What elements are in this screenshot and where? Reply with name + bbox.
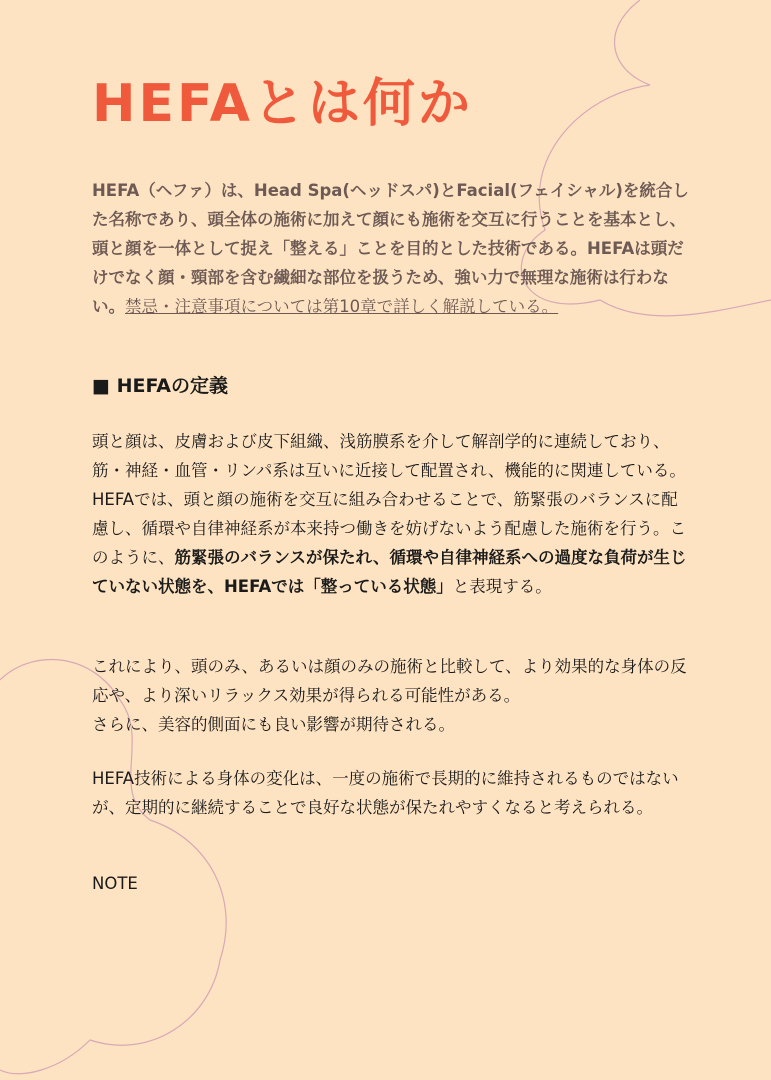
chapter10-link[interactable]: 禁忌・注意事項については第10章で詳しく解説している。 [125, 297, 559, 316]
square-bullet-icon: ■ [92, 375, 110, 397]
definition-text-a: 頭と顔は、皮膚および皮下組織、浅筋膜系を介して解剖学的に連続しており、筋・神経・血管・リンパ系は互いに近接して配置され、機能的に関連している。HEFAでは、頭と顔の施術を交互に組み合わせることで、筋緊張のバランスに配慮し、循環や自律神経系が本来持つ働きを妨げないよう配慮した施術を行う。このように、 [92, 432, 686, 567]
intro-text: HEFA（ヘファ）は、Head Spa(ヘッドスパ)とFacial(フェイシャル)を統合した名称であり、頭全体の施術に加えて顔にも施術を交互に行うことを基本とし、頭と顔を一体として捉え「整える」ことを目的とした技術である。HEFAは頭だけでなく顔・頸部を含む繊細な部位を扱うため、強い力で無理な施術は行わない。 [92, 181, 689, 316]
note-label: NOTE [92, 874, 138, 893]
effect-text-line2: さらに、美容的側面にも良い影響が期待される。 [92, 715, 455, 734]
section-heading-text: HEFAの定義 [116, 375, 228, 397]
intro-paragraph [92, 176, 692, 321]
definition-bold-text: 筋緊張のバランスが保たれ、循環や自律神経系への過度な負荷が生じていない状態を、HEFAでは「整っている状態」 [92, 548, 687, 596]
maintenance-paragraph: HEFA技術による身体の変化は、一度の施術で長期的に維持されるものではないが、定期的に継続することで良好な状態が保たれやすくなると考えられる。 [92, 769, 679, 817]
page-title: HEFAとは何か [92, 74, 473, 134]
section-heading [92, 372, 228, 400]
effect-paragraph [92, 652, 692, 739]
definition-text-b: と表現する。 [452, 577, 552, 596]
definition-paragraph [92, 427, 692, 601]
effect-text-line1: これにより、頭のみ、あるいは顔のみの施術と比較して、より効果的な身体の反応や、より深いリラックス効果が得られる可能性がある。 [92, 657, 687, 705]
